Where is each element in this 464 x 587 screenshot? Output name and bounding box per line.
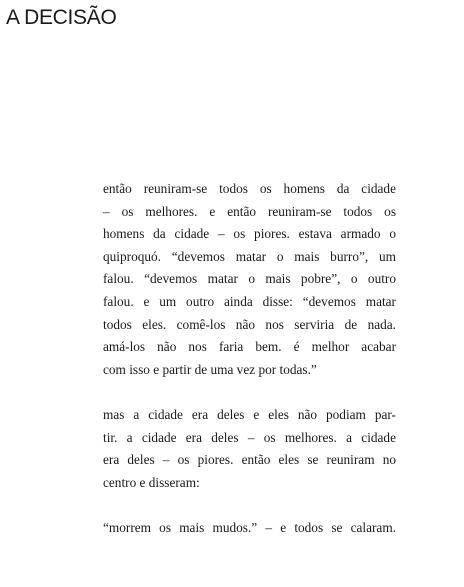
text-line: com isso e partir de uma vez por todas.” bbox=[103, 361, 317, 377]
text-body bbox=[103, 178, 396, 540]
paragraph-gap bbox=[103, 494, 396, 517]
paragraph-3 bbox=[103, 517, 396, 540]
text-line: todos eles. comê-los não nos serviria de nada. bbox=[103, 316, 396, 332]
text-line: – os melhores. e então reuniram-se todos os bbox=[103, 203, 396, 219]
paragraph-2 bbox=[103, 404, 396, 494]
text-line: amá-los não nos faria bem. é melhor acabar bbox=[103, 339, 396, 355]
text-line: mas a cidade era deles e eles não podiam par- bbox=[103, 406, 396, 422]
text-line: falou. “devemos matar o mais pobre”, o outro bbox=[103, 271, 396, 287]
text-line: era deles – os piores. então eles se reuniram no bbox=[103, 452, 396, 468]
text-line: falou. e um outro ainda disse: “devemos matar bbox=[103, 293, 396, 309]
text-line: então reuniram-se todos os homens da cidade bbox=[103, 181, 396, 196]
page-title: A DECISÃO bbox=[6, 6, 117, 29]
text-line: “morrem os mais mudos.” – e todos se calaram. bbox=[103, 519, 396, 535]
text-line: tir. a cidade era deles – os melhores. a cidade bbox=[103, 429, 396, 445]
text-line: homens da cidade – os piores. estava armado o bbox=[103, 226, 396, 242]
paragraph-1 bbox=[103, 178, 396, 381]
paragraph-gap bbox=[103, 381, 396, 404]
text-line: centro e disseram: bbox=[103, 474, 200, 490]
text-line: quiproquó. “devemos matar o mais burro”, um bbox=[103, 248, 396, 264]
